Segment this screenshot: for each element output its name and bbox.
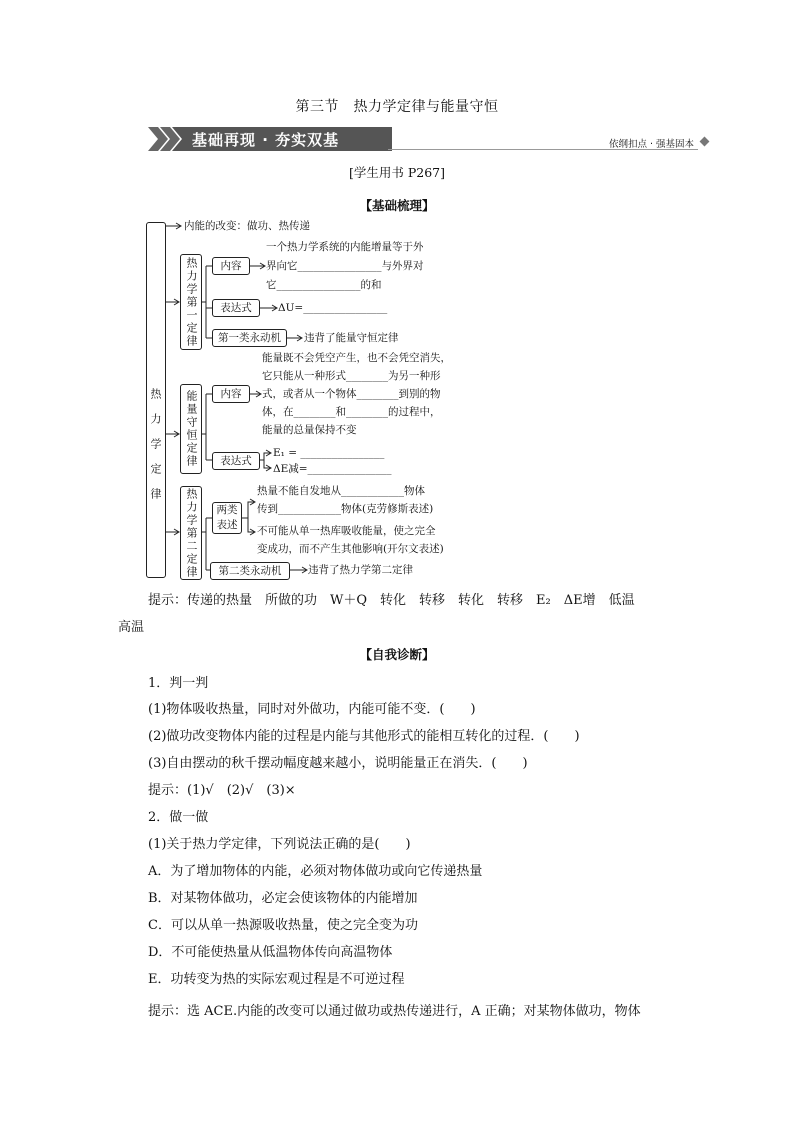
q1-item-1: (1)物体吸收热量，同时对外做功，内能可能不变．( ) xyxy=(148,702,476,717)
first-kind-machine-text: 违背了能量守恒定律 xyxy=(304,332,399,344)
two-statements-box: 两类表述 xyxy=(212,502,242,534)
first-kind-perpetual-machine-box: 第一类永动机 xyxy=(212,329,287,347)
conservation-expression-line2: ΔE减=________________ xyxy=(273,463,392,475)
q1-hint: 提示：(1)√ (2)√ (3)× xyxy=(148,783,296,798)
banner-title: 基础再现 · 夯实双基 xyxy=(192,131,340,149)
energy-conservation-node: 能量守恒定律 xyxy=(180,384,202,474)
book-reference: [学生用书 P267] xyxy=(349,165,445,180)
first-law-node: 热力学第一定律 xyxy=(180,254,202,350)
conservation-content-line1: 能量既不会凭空产生，也不会凭空消失， xyxy=(262,352,451,364)
section-banner xyxy=(148,127,708,151)
clausius-statement-line2: 传到____________物体(克劳修斯表述) xyxy=(257,503,434,515)
root-node: 热力学定律 xyxy=(146,222,166,578)
conservation-content-line3: 式，或者从一个物体________到别的物 xyxy=(262,388,441,400)
q1-item-3: (3)自由摆动的秋千摆动幅度越来越小，说明能量正在消失．( ) xyxy=(148,756,528,771)
first-law-expression-text: ΔU=________________ xyxy=(278,302,388,314)
conservation-expression-box: 表达式 xyxy=(212,452,260,470)
conservation-content-line2: 它只能从一种形式________为另一种形 xyxy=(262,370,441,382)
q2-option-d: D．不可能使热量从低温物体传向高温物体 xyxy=(148,945,393,960)
q2-option-c: C．可以从单一热源吸收热量，使之完全变为功 xyxy=(148,918,418,933)
clausius-statement-line1: 热量不能自发地从____________物体 xyxy=(257,485,425,497)
diamond-icon xyxy=(700,137,710,147)
first-law-expression-box: 表达式 xyxy=(212,299,260,317)
q2-option-b: B．对某物体做功，必定会使该物体的内能增加 xyxy=(148,891,418,906)
conservation-content-line5: 能量的总量保持不变 xyxy=(262,424,357,436)
section-heading-self-check: 【自我诊断】 xyxy=(359,647,435,662)
kelvin-statement-line1: 不可能从单一热库吸收能量，使之完全 xyxy=(257,525,436,537)
internal-energy-change-text: 内能的改变：做功、热传递 xyxy=(184,220,310,232)
first-law-content-line1: 一个热力学系统的内能增量等于外 xyxy=(266,241,424,253)
conservation-content-line4: 体，在________和________的过程中， xyxy=(262,406,441,418)
first-law-content-box: 内容 xyxy=(212,257,250,275)
second-kind-perpetual-machine-box: 第二类永动机 xyxy=(210,562,290,580)
first-law-content-line3: 它________________的和 xyxy=(266,279,382,291)
first-law-content-line2: 界向它________________与外界对 xyxy=(266,260,424,272)
banner-subtitle: 依纲扣点 · 强基固本 xyxy=(608,139,694,150)
q2-hint: 提示：选 ACE.内能的改变可以通过做功或热传递进行，A 正确；对某物体做功，物体 xyxy=(148,1004,641,1019)
conservation-expression-line1: E₁ = ________________ xyxy=(273,447,385,459)
page-title: 第三节 热力学定律与能量守恒 xyxy=(295,99,499,115)
q1-item-2: (2)做功改变物体内能的过程是内能与其他形式的能相互转化的过程．( ) xyxy=(148,729,580,744)
mind-map xyxy=(140,212,640,587)
q2-question: (1)关于热力学定律，下列说法正确的是( ) xyxy=(148,837,411,852)
kelvin-statement-line2: 变成功，而不产生其他影响(开尔文表述) xyxy=(257,543,444,555)
q1-heading: 1．判一判 xyxy=(148,676,209,691)
second-kind-machine-text: 违背了热力学第二定律 xyxy=(308,564,413,576)
q2-heading: 2．做一做 xyxy=(148,810,209,825)
mindmap-answer-hint: 提示：传递的热量 所做的功 W＋Q 转化 转移 转化 转移 E₂ ΔE增 低温 xyxy=(148,593,635,608)
mindmap-answer-hint-cont: 高温 xyxy=(118,620,145,635)
section-heading-basics: 【基础梳理】 xyxy=(359,198,435,213)
second-law-node: 热力学第二定律 xyxy=(180,486,202,580)
q2-option-e: E．功转变为热的实际宏观过程是不可逆过程 xyxy=(148,972,405,987)
q2-option-a: A．为了增加物体的内能，必须对物体做功或向它传递热量 xyxy=(148,864,483,879)
conservation-content-box: 内容 xyxy=(212,385,250,403)
